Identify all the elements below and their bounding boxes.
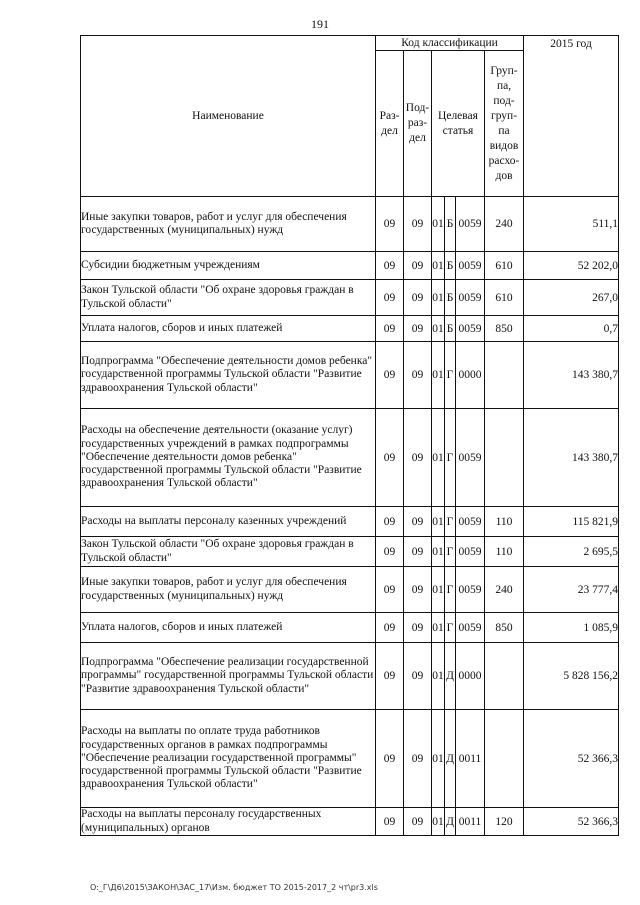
- row-target-direction: 0059: [456, 613, 485, 643]
- row-amount: 52 202,0: [524, 252, 619, 280]
- table-row: [81, 197, 619, 252]
- row-razdel: 09: [376, 252, 404, 280]
- row-amount: 115 821,9: [524, 507, 619, 537]
- row-name: Уплата налогов, сборов и иных платежей: [81, 316, 376, 342]
- row-razdel: 09: [376, 409, 404, 507]
- table-row: [81, 808, 619, 836]
- budget-table: [80, 35, 619, 836]
- row-target-subprogram: Д: [445, 710, 456, 808]
- row-amount: 511,1: [524, 197, 619, 252]
- row-amount: 52 366,3: [524, 808, 619, 836]
- row-name: Субсидии бюджетным учреждениям: [81, 252, 376, 280]
- table-row: [81, 252, 619, 280]
- row-name: Расходы на выплаты персоналу государственных (муниципальных) органов: [81, 808, 376, 836]
- row-razdel: 09: [376, 567, 404, 613]
- row-target-direction: 0059: [456, 197, 485, 252]
- table-row: [81, 567, 619, 613]
- footer-path: O:_Г\Д6\2015\ЗАКОН\ЗАС_17\Изм. бюджет ТО 2015-2017_2 чт\рr3.xls: [90, 883, 378, 892]
- row-target-program: 01: [432, 409, 445, 507]
- row-podrazdel: 09: [404, 507, 432, 537]
- row-target-program: 01: [432, 342, 445, 409]
- row-razdel: 09: [376, 537, 404, 567]
- row-podrazdel: 09: [404, 342, 432, 409]
- row-expense-group: [485, 643, 524, 710]
- row-expense-group: 610: [485, 280, 524, 316]
- row-razdel: 09: [376, 507, 404, 537]
- header-year: 2015 год: [524, 36, 619, 197]
- header-razdel: Раз- дел: [376, 51, 404, 197]
- row-target-subprogram: Г: [445, 567, 456, 613]
- row-target-subprogram: Б: [445, 316, 456, 342]
- header-target: Целевая статья: [432, 51, 485, 197]
- row-target-direction: 0000: [456, 342, 485, 409]
- row-podrazdel: 09: [404, 567, 432, 613]
- row-razdel: 09: [376, 808, 404, 836]
- row-amount: 2 695,5: [524, 537, 619, 567]
- row-target-program: 01: [432, 280, 445, 316]
- row-target-program: 01: [432, 643, 445, 710]
- row-name: Закон Тульской области "Об охране здоровья граждан в Тульской области": [81, 537, 376, 567]
- row-razdel: 09: [376, 613, 404, 643]
- row-name: Закон Тульской области "Об охране здоровья граждан в Тульской области": [81, 280, 376, 316]
- row-name: Иные закупки товаров, работ и услуг для обеспечения государственных (муниципальных) нужд: [81, 197, 376, 252]
- row-amount: 23 777,4: [524, 567, 619, 613]
- row-expense-group: [485, 409, 524, 507]
- row-name: Подпрограмма "Обеспечение реализации государственной программы" государственной программы Тульской области "Развитие здравоохранения Тульской области": [81, 643, 376, 710]
- header-podrazdel: Под- раз- дел: [404, 51, 432, 197]
- row-target-direction: 0011: [456, 710, 485, 808]
- row-podrazdel: 09: [404, 280, 432, 316]
- row-target-program: 01: [432, 507, 445, 537]
- table-body: [81, 197, 619, 836]
- row-target-subprogram: Б: [445, 280, 456, 316]
- row-target-subprogram: Г: [445, 409, 456, 507]
- row-target-subprogram: Д: [445, 643, 456, 710]
- header-classification: Код классификации: [376, 36, 524, 51]
- row-razdel: 09: [376, 316, 404, 342]
- row-amount: 1 085,9: [524, 613, 619, 643]
- row-target-direction: 0059: [456, 537, 485, 567]
- row-expense-group: 610: [485, 252, 524, 280]
- row-expense-group: 850: [485, 613, 524, 643]
- row-amount: 0,7: [524, 316, 619, 342]
- row-name: Подпрограмма "Обеспечение деятельности домов ребенка" государственной программы Тульской области "Развитие здравоохранения Тульской области": [81, 342, 376, 409]
- row-podrazdel: 09: [404, 710, 432, 808]
- table-row: [81, 409, 619, 507]
- row-target-program: 01: [432, 710, 445, 808]
- row-podrazdel: 09: [404, 808, 432, 836]
- row-target-direction: 0011: [456, 808, 485, 836]
- table-row: [81, 613, 619, 643]
- row-target-subprogram: Г: [445, 342, 456, 409]
- table-row: [81, 280, 619, 316]
- row-podrazdel: 09: [404, 643, 432, 710]
- row-expense-group: 110: [485, 537, 524, 567]
- row-podrazdel: 09: [404, 316, 432, 342]
- row-name: Расходы на выплаты персоналу казенных учреждений: [81, 507, 376, 537]
- row-amount: 52 366,3: [524, 710, 619, 808]
- row-name: Расходы на выплаты по оплате труда работников государственных органов в рамках подпрограммы "Обеспечение реализации государственной программы" государственной программы Тульской области "Развитие здравоохранения Тульской области": [81, 710, 376, 808]
- table-row: [81, 507, 619, 537]
- row-target-direction: 0059: [456, 252, 485, 280]
- row-podrazdel: 09: [404, 197, 432, 252]
- header-group: Груп- па, под- груп- па видов расхо- дов: [485, 51, 524, 197]
- row-razdel: 09: [376, 643, 404, 710]
- row-target-program: 01: [432, 808, 445, 836]
- row-razdel: 09: [376, 197, 404, 252]
- row-target-subprogram: Б: [445, 252, 456, 280]
- row-target-program: 01: [432, 537, 445, 567]
- row-target-direction: 0000: [456, 643, 485, 710]
- row-expense-group: 240: [485, 197, 524, 252]
- table-row: [81, 537, 619, 567]
- row-target-program: 01: [432, 316, 445, 342]
- row-podrazdel: 09: [404, 409, 432, 507]
- row-razdel: 09: [376, 280, 404, 316]
- row-target-program: 01: [432, 613, 445, 643]
- row-target-program: 01: [432, 197, 445, 252]
- row-expense-group: [485, 710, 524, 808]
- row-expense-group: 850: [485, 316, 524, 342]
- row-target-direction: 0059: [456, 316, 485, 342]
- row-target-subprogram: Б: [445, 197, 456, 252]
- header-name: Наименование: [81, 36, 376, 197]
- row-podrazdel: 09: [404, 252, 432, 280]
- row-amount: 143 380,7: [524, 342, 619, 409]
- row-expense-group: 120: [485, 808, 524, 836]
- row-podrazdel: 09: [404, 613, 432, 643]
- row-target-program: 01: [432, 567, 445, 613]
- row-name: Уплата налогов, сборов и иных платежей: [81, 613, 376, 643]
- row-name: Расходы на обеспечение деятельности (оказание услуг) государственных учреждений в рамках подпрограммы "Обеспечение деятельности домов ребенка" государственной программы Тульской области "Развитие здравоохранения Тульской области": [81, 409, 376, 507]
- table-row: [81, 316, 619, 342]
- row-target-subprogram: Д: [445, 808, 456, 836]
- page-number: 191: [311, 17, 329, 31]
- row-name: Иные закупки товаров, работ и услуг для обеспечения государственных (муниципальных) нужд: [81, 567, 376, 613]
- table-row: [81, 710, 619, 808]
- row-target-subprogram: Г: [445, 537, 456, 567]
- row-razdel: 09: [376, 342, 404, 409]
- table-row: [81, 643, 619, 710]
- row-target-direction: 0059: [456, 409, 485, 507]
- row-podrazdel: 09: [404, 537, 432, 567]
- table-row: [81, 342, 619, 409]
- row-razdel: 09: [376, 710, 404, 808]
- row-expense-group: [485, 342, 524, 409]
- row-target-direction: 0059: [456, 280, 485, 316]
- row-target-direction: 0059: [456, 507, 485, 537]
- row-amount: 143 380,7: [524, 409, 619, 507]
- row-amount: 267,0: [524, 280, 619, 316]
- row-expense-group: 110: [485, 507, 524, 537]
- row-target-subprogram: Г: [445, 507, 456, 537]
- row-amount: 5 828 156,2: [524, 643, 619, 710]
- row-target-direction: 0059: [456, 567, 485, 613]
- row-expense-group: 240: [485, 567, 524, 613]
- row-target-program: 01: [432, 252, 445, 280]
- row-target-subprogram: Г: [445, 613, 456, 643]
